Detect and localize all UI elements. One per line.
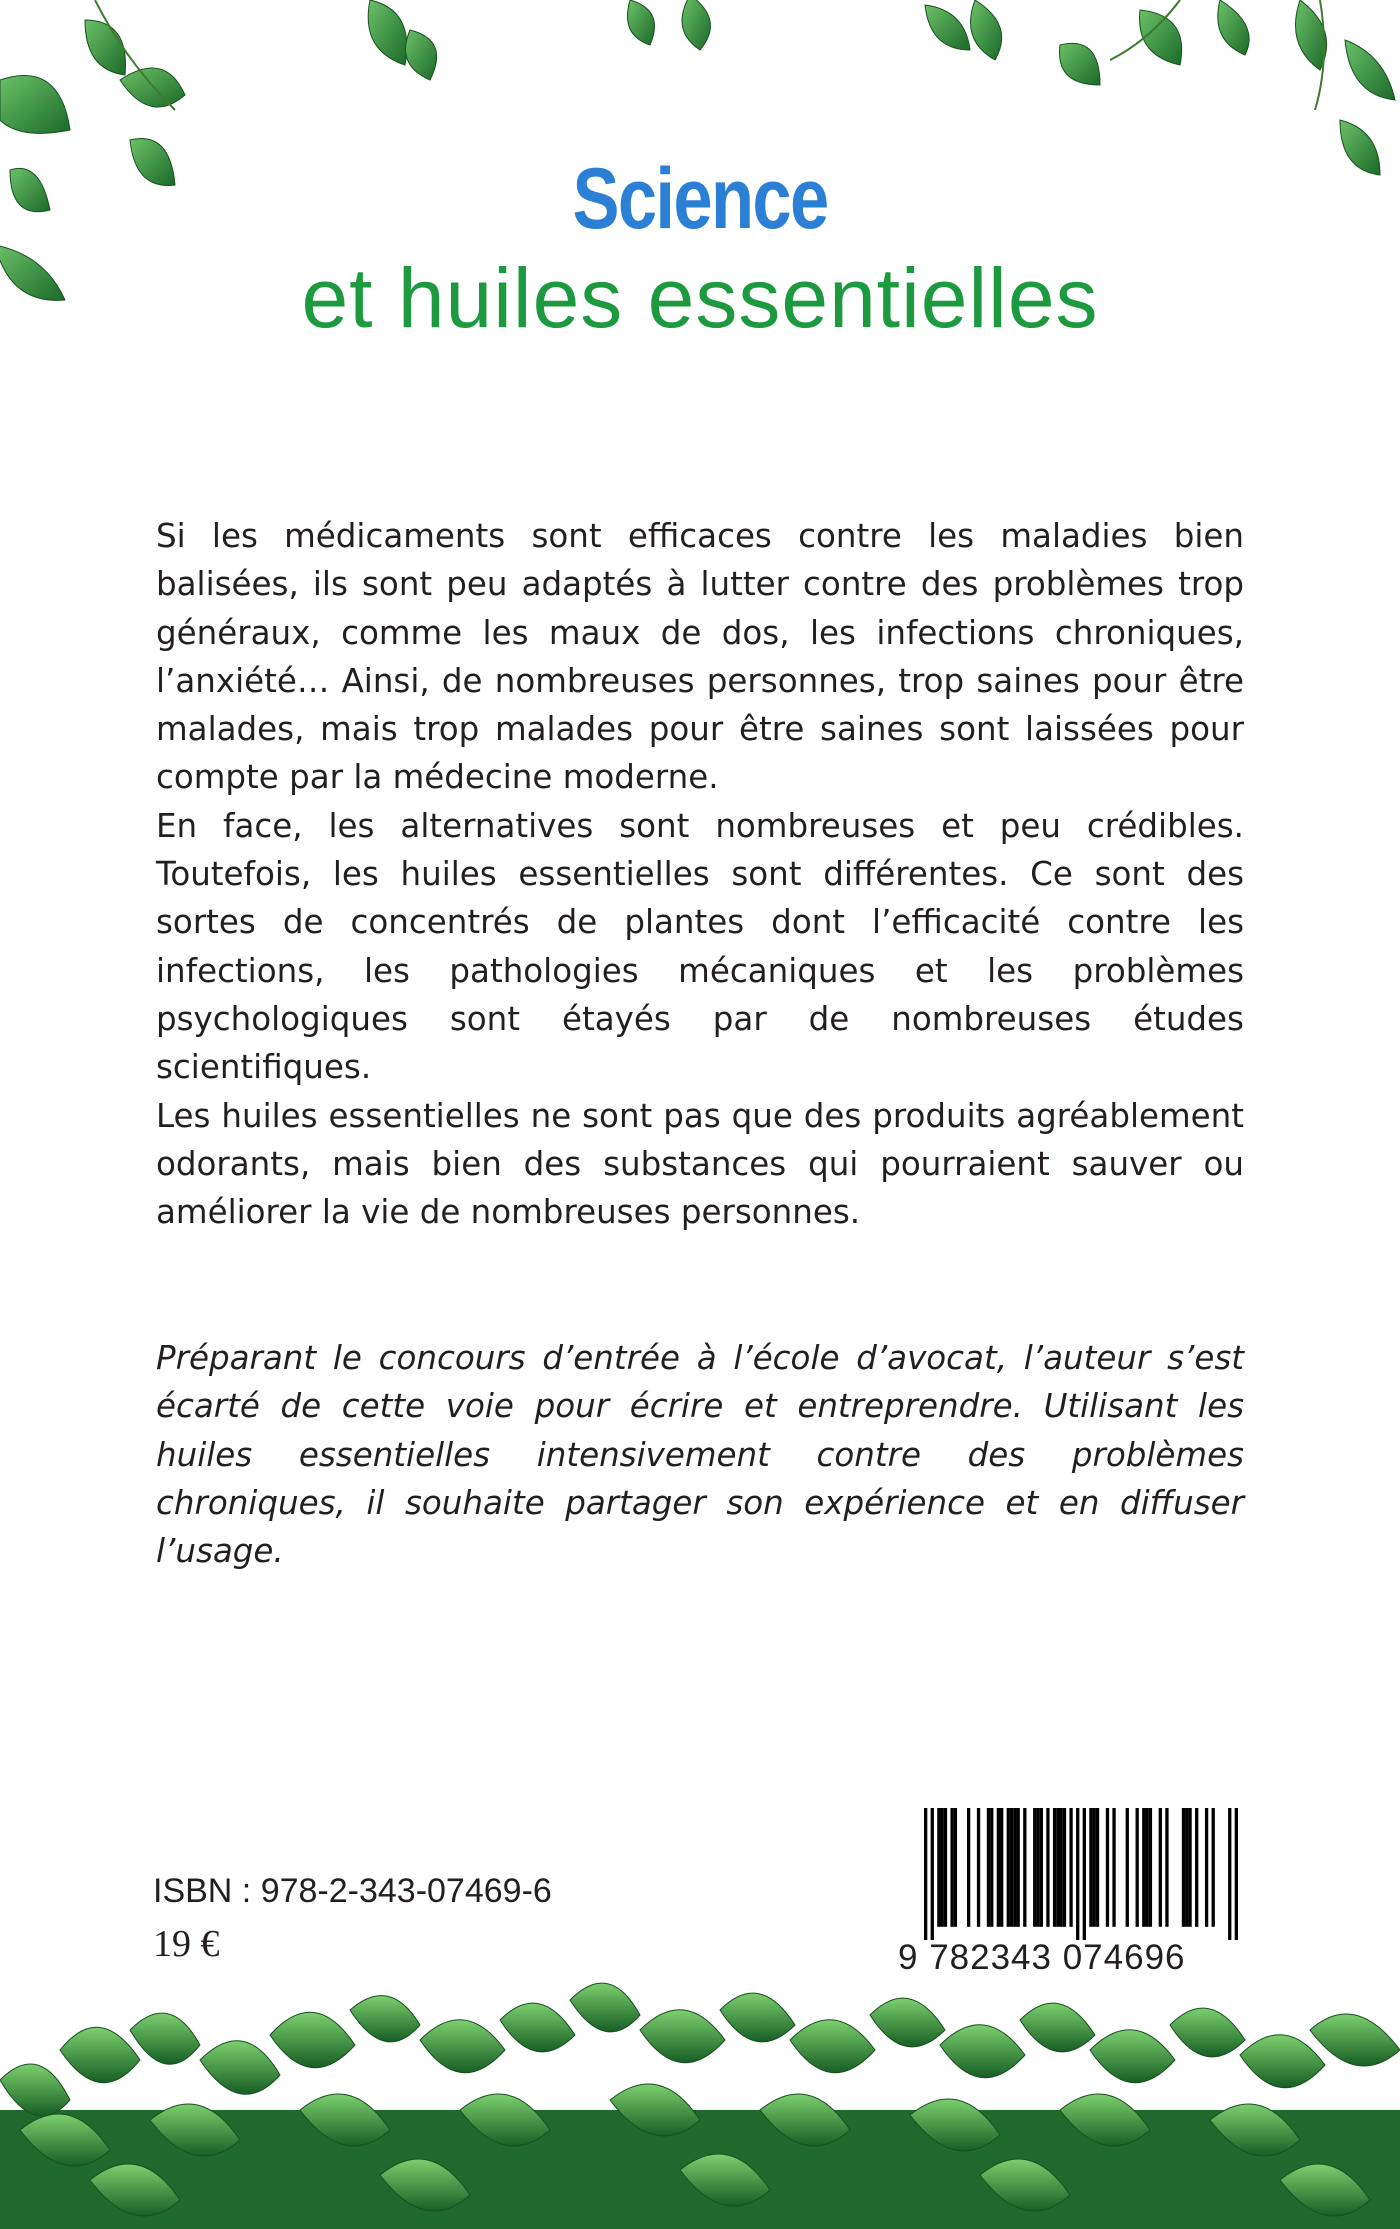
barcode-bar: [1235, 1808, 1238, 1940]
barcode-bar: [1040, 1808, 1043, 1927]
barcode-bar: [1106, 1808, 1109, 1927]
blurb-paragraph: Si les médicaments sont efficaces contre les maladies bien balisées, ils sont peu adaptés à lutter contre des problèmes trop généraux, comme les maux de dos, les infections chroniques, l’anxiété… Ainsi, de nombreuses personnes, trop saines pour être malades, mais trop malades pour être saines sont laissées pour compte par la médecine moderne.: [156, 517, 1244, 797]
barcode-bar: [1000, 1808, 1003, 1927]
barcode-bar: [954, 1808, 957, 1927]
barcode-bar: [1053, 1808, 1056, 1927]
barcode-bar: [1046, 1808, 1049, 1927]
barcode-bar: [1007, 1808, 1010, 1927]
title-main: Science: [572, 151, 828, 247]
barcode-bar: [1056, 1808, 1059, 1927]
barcode-bar: [941, 1808, 944, 1927]
isbn-label: ISBN : 978-2-343-07469-6: [153, 1872, 552, 1910]
barcode-bar: [1076, 1808, 1079, 1940]
barcode-bar: [1017, 1808, 1020, 1927]
barcode-bar: [1036, 1808, 1039, 1927]
barcode-bars: [924, 1808, 1238, 1940]
barcode-bar: [987, 1808, 990, 1927]
barcode-bar: [1142, 1808, 1145, 1927]
barcode-bar: [1188, 1808, 1191, 1927]
barcode-bar: [1093, 1808, 1096, 1927]
barcode-bar: [1159, 1808, 1162, 1927]
blurb: [156, 512, 1244, 1236]
barcode-bar: [977, 1808, 980, 1927]
barcode-bar: [924, 1808, 927, 1940]
barcode-bar: [1089, 1808, 1092, 1927]
barcode-bar: [997, 1808, 1000, 1927]
barcode-bar: [931, 1808, 934, 1940]
bottom-leaves-decoration: [0, 1960, 1400, 2229]
barcode-bar: [1010, 1808, 1013, 1927]
barcode-bar: [1212, 1808, 1215, 1927]
author-bio: Préparant le concours d’entrée à l’école d’avocat, l’auteur s’est écarté de cette voie pour écrire et entreprendre. Utilisant les huiles essentielles intensivement contre des problèmes chroniques, il souhaite partager son expérience et en diffuser l’usage.: [156, 1339, 1244, 1571]
barcode-bar: [1136, 1808, 1139, 1927]
barcode-bar: [1112, 1808, 1115, 1927]
barcode-bar: [1083, 1808, 1086, 1940]
blurb-paragraph: Les huiles essentielles ne sont pas que des produits agréablement odorants, mais bien des substances qui pourraient sauver ou améliorer la vie de nombreuses personnes.: [156, 1096, 1244, 1232]
barcode-bar: [1063, 1808, 1066, 1927]
barcode-bar: [1165, 1808, 1168, 1927]
barcode-digits: 9 782343 074696: [898, 1938, 1186, 1977]
blurb-paragraph: En face, les alternatives sont nombreuses et peu crédibles. Toutefois, les huiles essentielles sont différentes. Ce sont des sortes de concentrés de plantes dont l’efficacité contre les infections, les pathologies mécaniques et les problèmes psychologiques sont étayés par de nombreuses études scientifiques.: [156, 806, 1244, 1087]
title-subtitle: et huiles essentielles: [301, 251, 1099, 345]
barcode-bar: [1126, 1808, 1129, 1927]
barcode-bar: [1013, 1808, 1016, 1927]
barcode-bar: [1096, 1808, 1099, 1927]
barcode-bar: [1185, 1808, 1188, 1927]
barcode-bar: [1069, 1808, 1072, 1927]
barcode-bar: [1060, 1808, 1063, 1927]
barcode-bar: [944, 1808, 947, 1927]
barcode-bar: [967, 1808, 970, 1927]
barcode: [898, 1808, 1248, 1976]
barcode-bar: [1195, 1808, 1198, 1927]
barcode-bar: [990, 1808, 993, 1927]
barcode-bar: [1205, 1808, 1208, 1927]
barcode-bar: [950, 1808, 953, 1927]
barcode-bar: [1149, 1808, 1152, 1927]
barcode-bar: [1182, 1808, 1185, 1927]
barcode-bar: [1228, 1808, 1231, 1940]
barcode-bar: [1145, 1808, 1148, 1927]
barcode-bar: [1033, 1808, 1036, 1927]
barcode-bar: [1023, 1808, 1026, 1927]
price-label: 19 €: [153, 1923, 220, 1965]
barcode-bar: [937, 1808, 940, 1927]
